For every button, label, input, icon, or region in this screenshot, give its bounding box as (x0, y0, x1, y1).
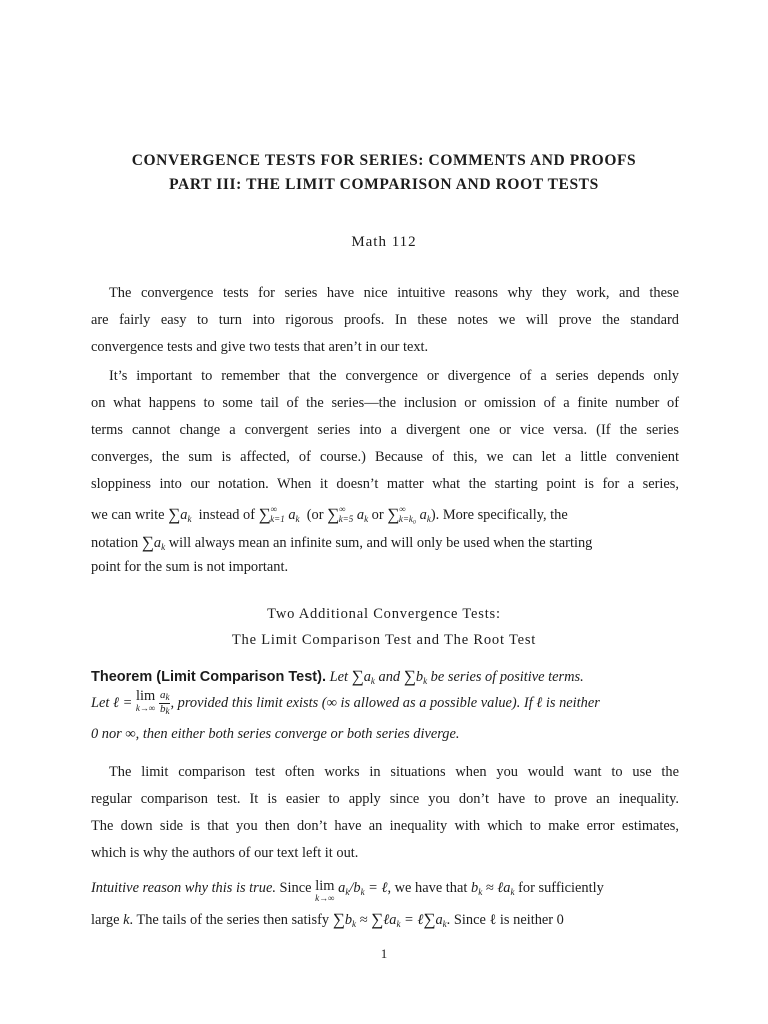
text-fragment: or (371, 507, 384, 523)
text-fragment: Since (279, 880, 312, 896)
intro-p2-line-4: converges, the sum is affected, of course.) Because of this, we can let a little convenient (91, 449, 679, 465)
remark-line-2: regular comparison test. It is easier to apply since you don’t have to prove an inequality. (91, 791, 679, 807)
theorem-line-3: 0 nor ∞, then either both series converge or both series diverge. (91, 726, 460, 742)
text-fragment: Let (329, 669, 348, 685)
text-fragment: (or (306, 507, 324, 523)
remark-line-4: which is why the authors of our text left it out. (91, 845, 359, 861)
text-fragment: . Since ℓ is neither 0 (446, 912, 564, 928)
sum-notation: $\sum a_k$ (168, 505, 192, 524)
variable-k: k (123, 912, 130, 928)
intro-p1-line-1: The convergence tests for series have nice intuitive reasons why they work, and these (109, 285, 679, 301)
text-fragment: and (378, 669, 401, 685)
approx-relation: $b_k$ ≈ ℓa$_k$ (471, 880, 515, 897)
text-fragment: notation (91, 535, 139, 551)
sum-from-5: $\sum^\infty_{k=5}$ $a_k$ (327, 504, 369, 524)
tail-relation: $\sum b_k$ ≈ ∑ℓa$_k$ = $\ell\sum a_k$ (332, 910, 447, 929)
text-fragment: be series of positive terms. (430, 669, 584, 685)
section-heading-line-2: The Limit Comparison Test and The Root Test (231, 632, 537, 648)
intro-p2-line-3: terms cannot change a convergent series into a divergent one or vice versa. (If the series (91, 422, 679, 438)
text-fragment: , provided this limit exists (∞ is allowed as a possible value). If ℓ is neither (170, 694, 600, 711)
intro-p1-line-3: convergence tests and give two tests that aren’t in our text. (91, 339, 429, 355)
intro-p2-line-5: sloppiness into our notation. When it doesn’t matter what the starting point is for a series, (91, 476, 679, 492)
intro-p2-line-7 (91, 532, 592, 552)
document-title-line-2: PART III: THE LIMIT COMPARISON AND ROOT TESTS (169, 176, 599, 193)
sum-b: $\sum b_k$ (403, 667, 428, 686)
text-fragment: instead of (198, 507, 256, 523)
limit-definition: ℓ = lim k→∞ $\frac{a_k}{b_k}$ (113, 688, 170, 716)
remark-line-3: The down side is that you then don’t have an inequality with which to make error estimates, (91, 818, 679, 834)
text-fragment: large (91, 912, 120, 928)
sum-notation: $\sum a_k$ (141, 533, 166, 552)
document-title-line-1: CONVERGENCE TESTS FOR SERIES: COMMENTS AND PROOFS (131, 152, 637, 169)
theorem-line-2 (91, 690, 600, 717)
text-fragment: ). More specifically, the (430, 507, 568, 523)
intro-p2-line-8: point for the sum is not important. (91, 559, 289, 575)
course-name: Math 112 (351, 234, 417, 250)
intuitive-label: Intuitive reason why this is true. (91, 880, 276, 896)
intro-p2-line-1: It’s important to remember that the convergence or divergence of a series depends only (109, 368, 679, 384)
text-fragment: for sufficiently (518, 880, 604, 896)
text-fragment: will always mean an infinite sum, and will only be used when the starting (168, 535, 593, 551)
theorem-line-1 (91, 666, 584, 686)
intro-p1-line-2: are fairly easy to turn into rigorous proofs. In these notes we will prove the standard (91, 312, 679, 328)
section-heading-line-1: Two Additional Convergence Tests: (267, 606, 501, 622)
remark-line-1: The limit comparison test often works in situations when you would want to use the (109, 764, 679, 780)
intro-p2-line-6 (91, 504, 568, 524)
text-fragment: . The tails of the series then satisfy (129, 912, 330, 928)
intuitive-line-1 (91, 880, 604, 904)
text-fragment: , we have that (387, 880, 468, 896)
text-fragment: Let (91, 694, 110, 711)
intuitive-line-2 (91, 909, 564, 929)
sum-a: $\sum a_k$ (351, 667, 375, 686)
page-number: 1 (380, 946, 388, 961)
intro-p2-line-2: on what happens to some tail of the series—the inclusion or omission of a finite number of (91, 395, 679, 411)
text-fragment: we can write (91, 507, 165, 523)
sum-from-1: $\sum^\infty_{k=1}$ $a_k$ (258, 504, 300, 524)
limit-ratio: lim k→∞ $a_k/b_k$ = ℓ (315, 878, 388, 903)
sum-from-k0: $\sum^\infty_{k=k_0}$ $a_k$ (387, 504, 431, 524)
theorem-label: Theorem (Limit Comparison Test). (91, 669, 326, 685)
